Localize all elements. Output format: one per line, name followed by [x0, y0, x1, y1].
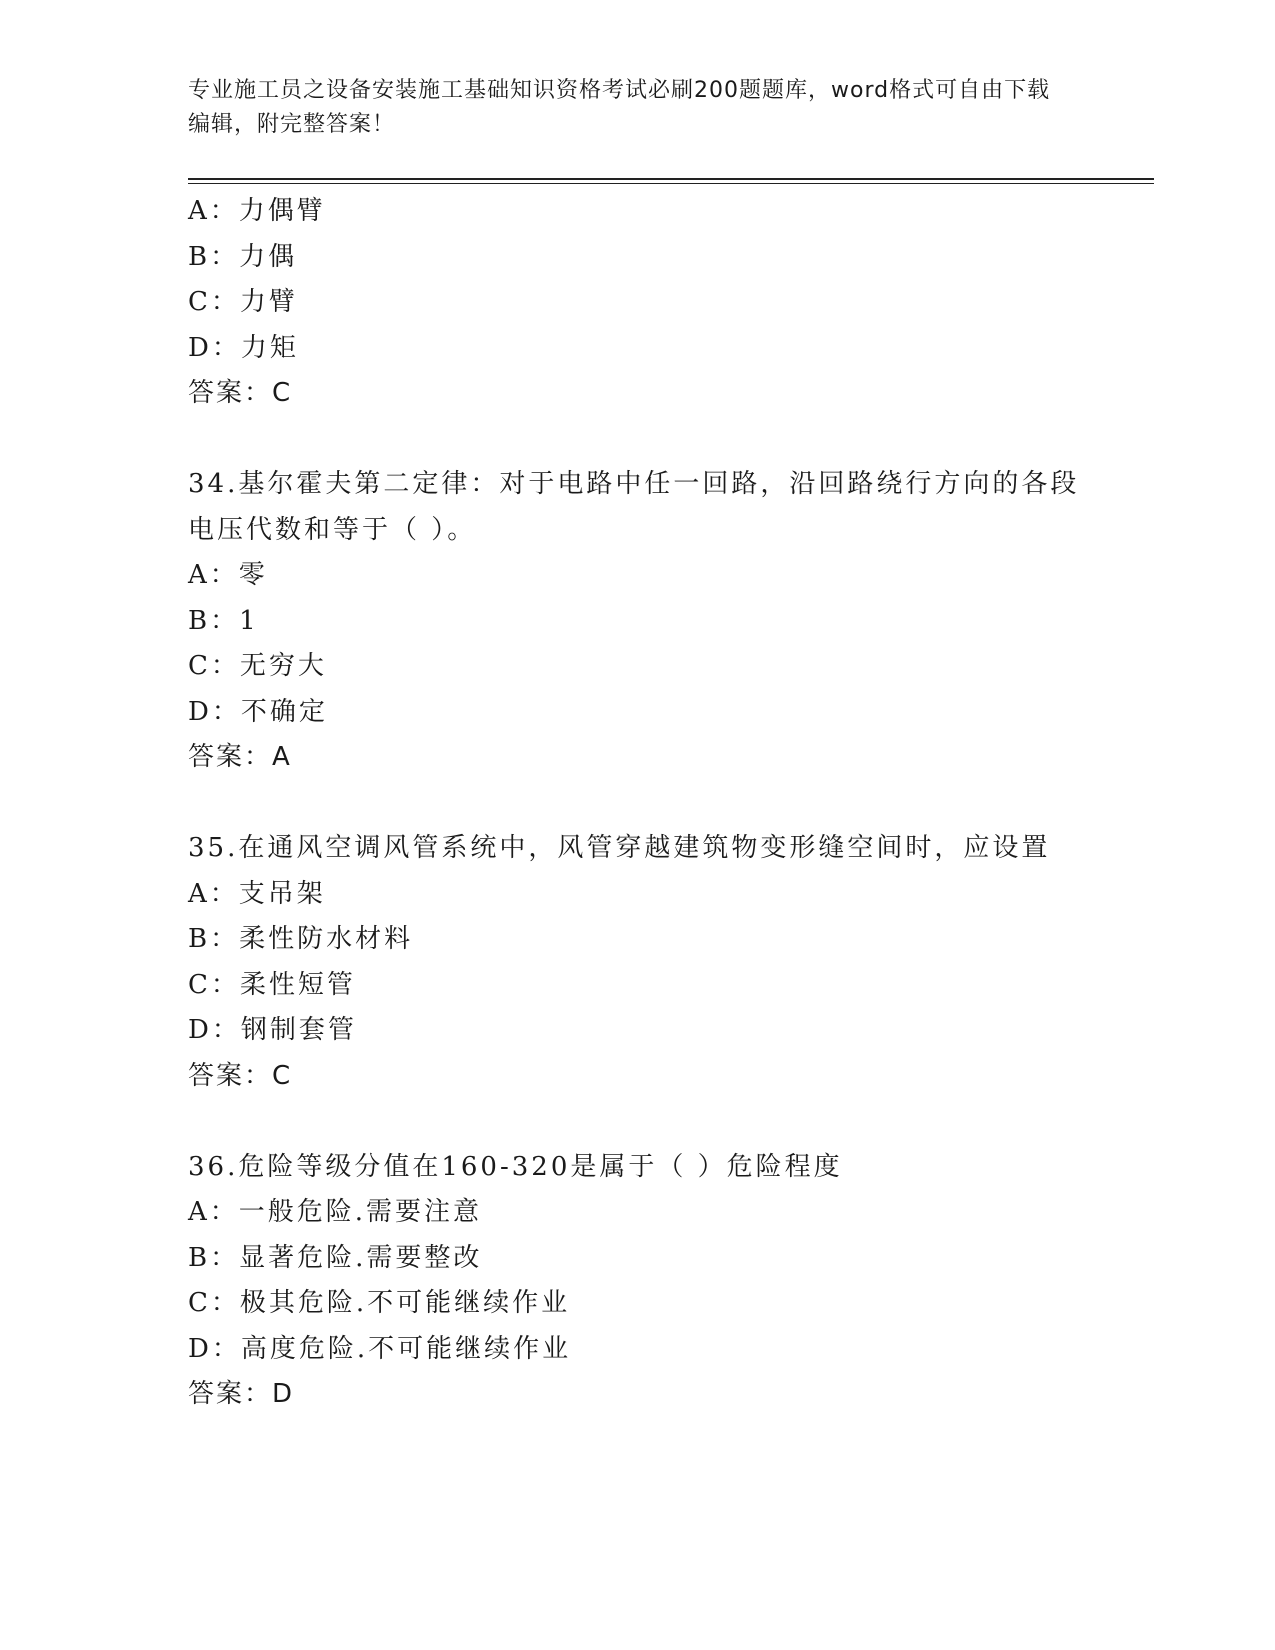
- option-b: B：柔性防水材料: [188, 924, 414, 954]
- answer-line: 答案：C: [188, 1060, 293, 1091]
- answer-line: 答案：A: [188, 742, 292, 772]
- question-33-tail: [188, 189, 1088, 417]
- option-a: A：一般危险.需要注意: [188, 1197, 483, 1227]
- option-c: C：力臂: [188, 287, 298, 317]
- header-divider-thin: [188, 183, 1154, 184]
- question-list: [188, 189, 1088, 1418]
- option-d: D：不确定: [188, 696, 328, 727]
- answer-line: 答案：D: [188, 1379, 295, 1409]
- option-c: C：无穷大: [188, 651, 327, 681]
- question-34: [188, 462, 1088, 781]
- option-b: B：力偶: [188, 241, 298, 272]
- option-d: D：钢制套管: [188, 1015, 357, 1045]
- option-a: A：支吊架: [188, 878, 326, 909]
- option-a: A：力偶臂: [188, 196, 326, 226]
- option-b: B：显著危险.需要整改: [188, 1242, 483, 1273]
- option-a: A：零: [188, 560, 268, 590]
- header-divider: [188, 178, 1154, 180]
- option-b: B：1: [188, 605, 259, 636]
- option-c: C：极其危险.不可能继续作业: [188, 1288, 571, 1318]
- question-stem: 35.在通风空调风管系统中，风管穿越建筑物变形缝空间时，应设置: [188, 833, 1051, 863]
- question-stem: 36.危险等级分值在160-320是属于（ ）危险程度: [188, 1151, 843, 1182]
- answer-line: 答案：C: [188, 378, 293, 408]
- option-d: D：力矩: [188, 332, 299, 363]
- option-d: D：高度危险.不可能继续作业: [188, 1333, 572, 1364]
- document-header: 专业施工员之设备安装施工基础知识资格考试必刷200题题库，word格式可自由下载编辑，附完整答案！: [188, 78, 1051, 137]
- question-36: [188, 1145, 1088, 1418]
- question-35: [188, 826, 1088, 1099]
- question-stem: 电压代数和等于（ ）。: [188, 514, 477, 545]
- option-c: C：柔性短管: [188, 969, 356, 1000]
- question-stem: 34.基尔霍夫第二定律：对于电路中任一回路，沿回路绕行方向的各段: [188, 469, 1080, 499]
